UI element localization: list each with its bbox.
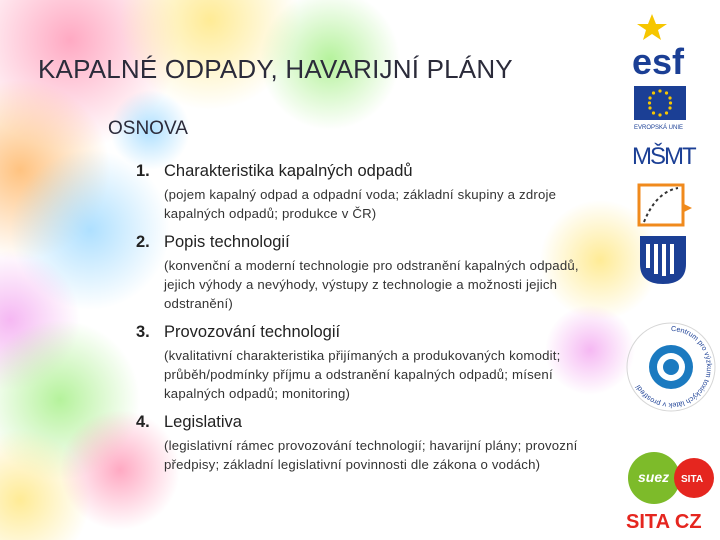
logo-column [622,0,720,540]
item-title: Legislativa [164,413,242,431]
msmt-text: MŠMT [632,143,695,170]
sita-cz-text: SITA CZ [626,511,702,533]
eu-flag-logo [632,86,708,132]
sita-badge-text: SITA [681,474,704,485]
item-number: 3. [136,323,150,341]
outline-item-2 [136,233,606,313]
recetox-ring-text: Centrum pro výzkum toxických látek v prostředí [633,323,714,411]
slide-subtitle: OSNOVA [108,118,188,139]
msmt-logo [630,134,710,174]
outline-list [136,162,606,484]
item-title: Charakteristika kapalných odpadů [164,162,413,180]
eu-caption: EVROPSKÁ UNIE [634,125,684,131]
item-description: (pojem kapalný odpad a odpadní voda; základní skupiny a zdroje kapalných odpadů; produkce v ČR) [164,187,557,221]
mu-logo [638,234,688,286]
item-number: 4. [136,413,150,431]
item-number: 1. [136,162,150,180]
outline-item-1 [136,162,606,223]
item-description: (legislativní rámec provozování technologií; havarijní plány; provozní předpisy; základní legislativní povinnosti dle zákona o vodách) [164,438,578,472]
esf-logo [630,10,710,80]
outline-item-4 [136,413,606,474]
sita-logo [626,448,720,536]
item-number: 2. [136,233,150,251]
item-title: Popis technologií [164,233,290,251]
esf-text: esf [632,41,685,80]
recetox-logo [622,318,720,416]
slide-title: KAPALNÉ ODPADY, HAVARIJNÍ PLÁNY [38,54,513,84]
item-title: Provozování technologií [164,323,341,341]
outline-item-3 [136,323,606,403]
suez-text: suez [638,469,670,485]
item-description: (konvenční a moderní technologie pro odstranění kapalných odpadů, jejich výhody a nevýhody, výstupy z technologie a možnosti jejich odstranění) [164,258,579,311]
op-vk-logo [636,182,696,230]
item-description: (kvalitativní charakteristika přijímaných a produkovaných komodit; průběh/podmínky příjmu a odstranění kapalných odpadů; mísení kapalných odpadů; monitoring) [164,348,561,401]
